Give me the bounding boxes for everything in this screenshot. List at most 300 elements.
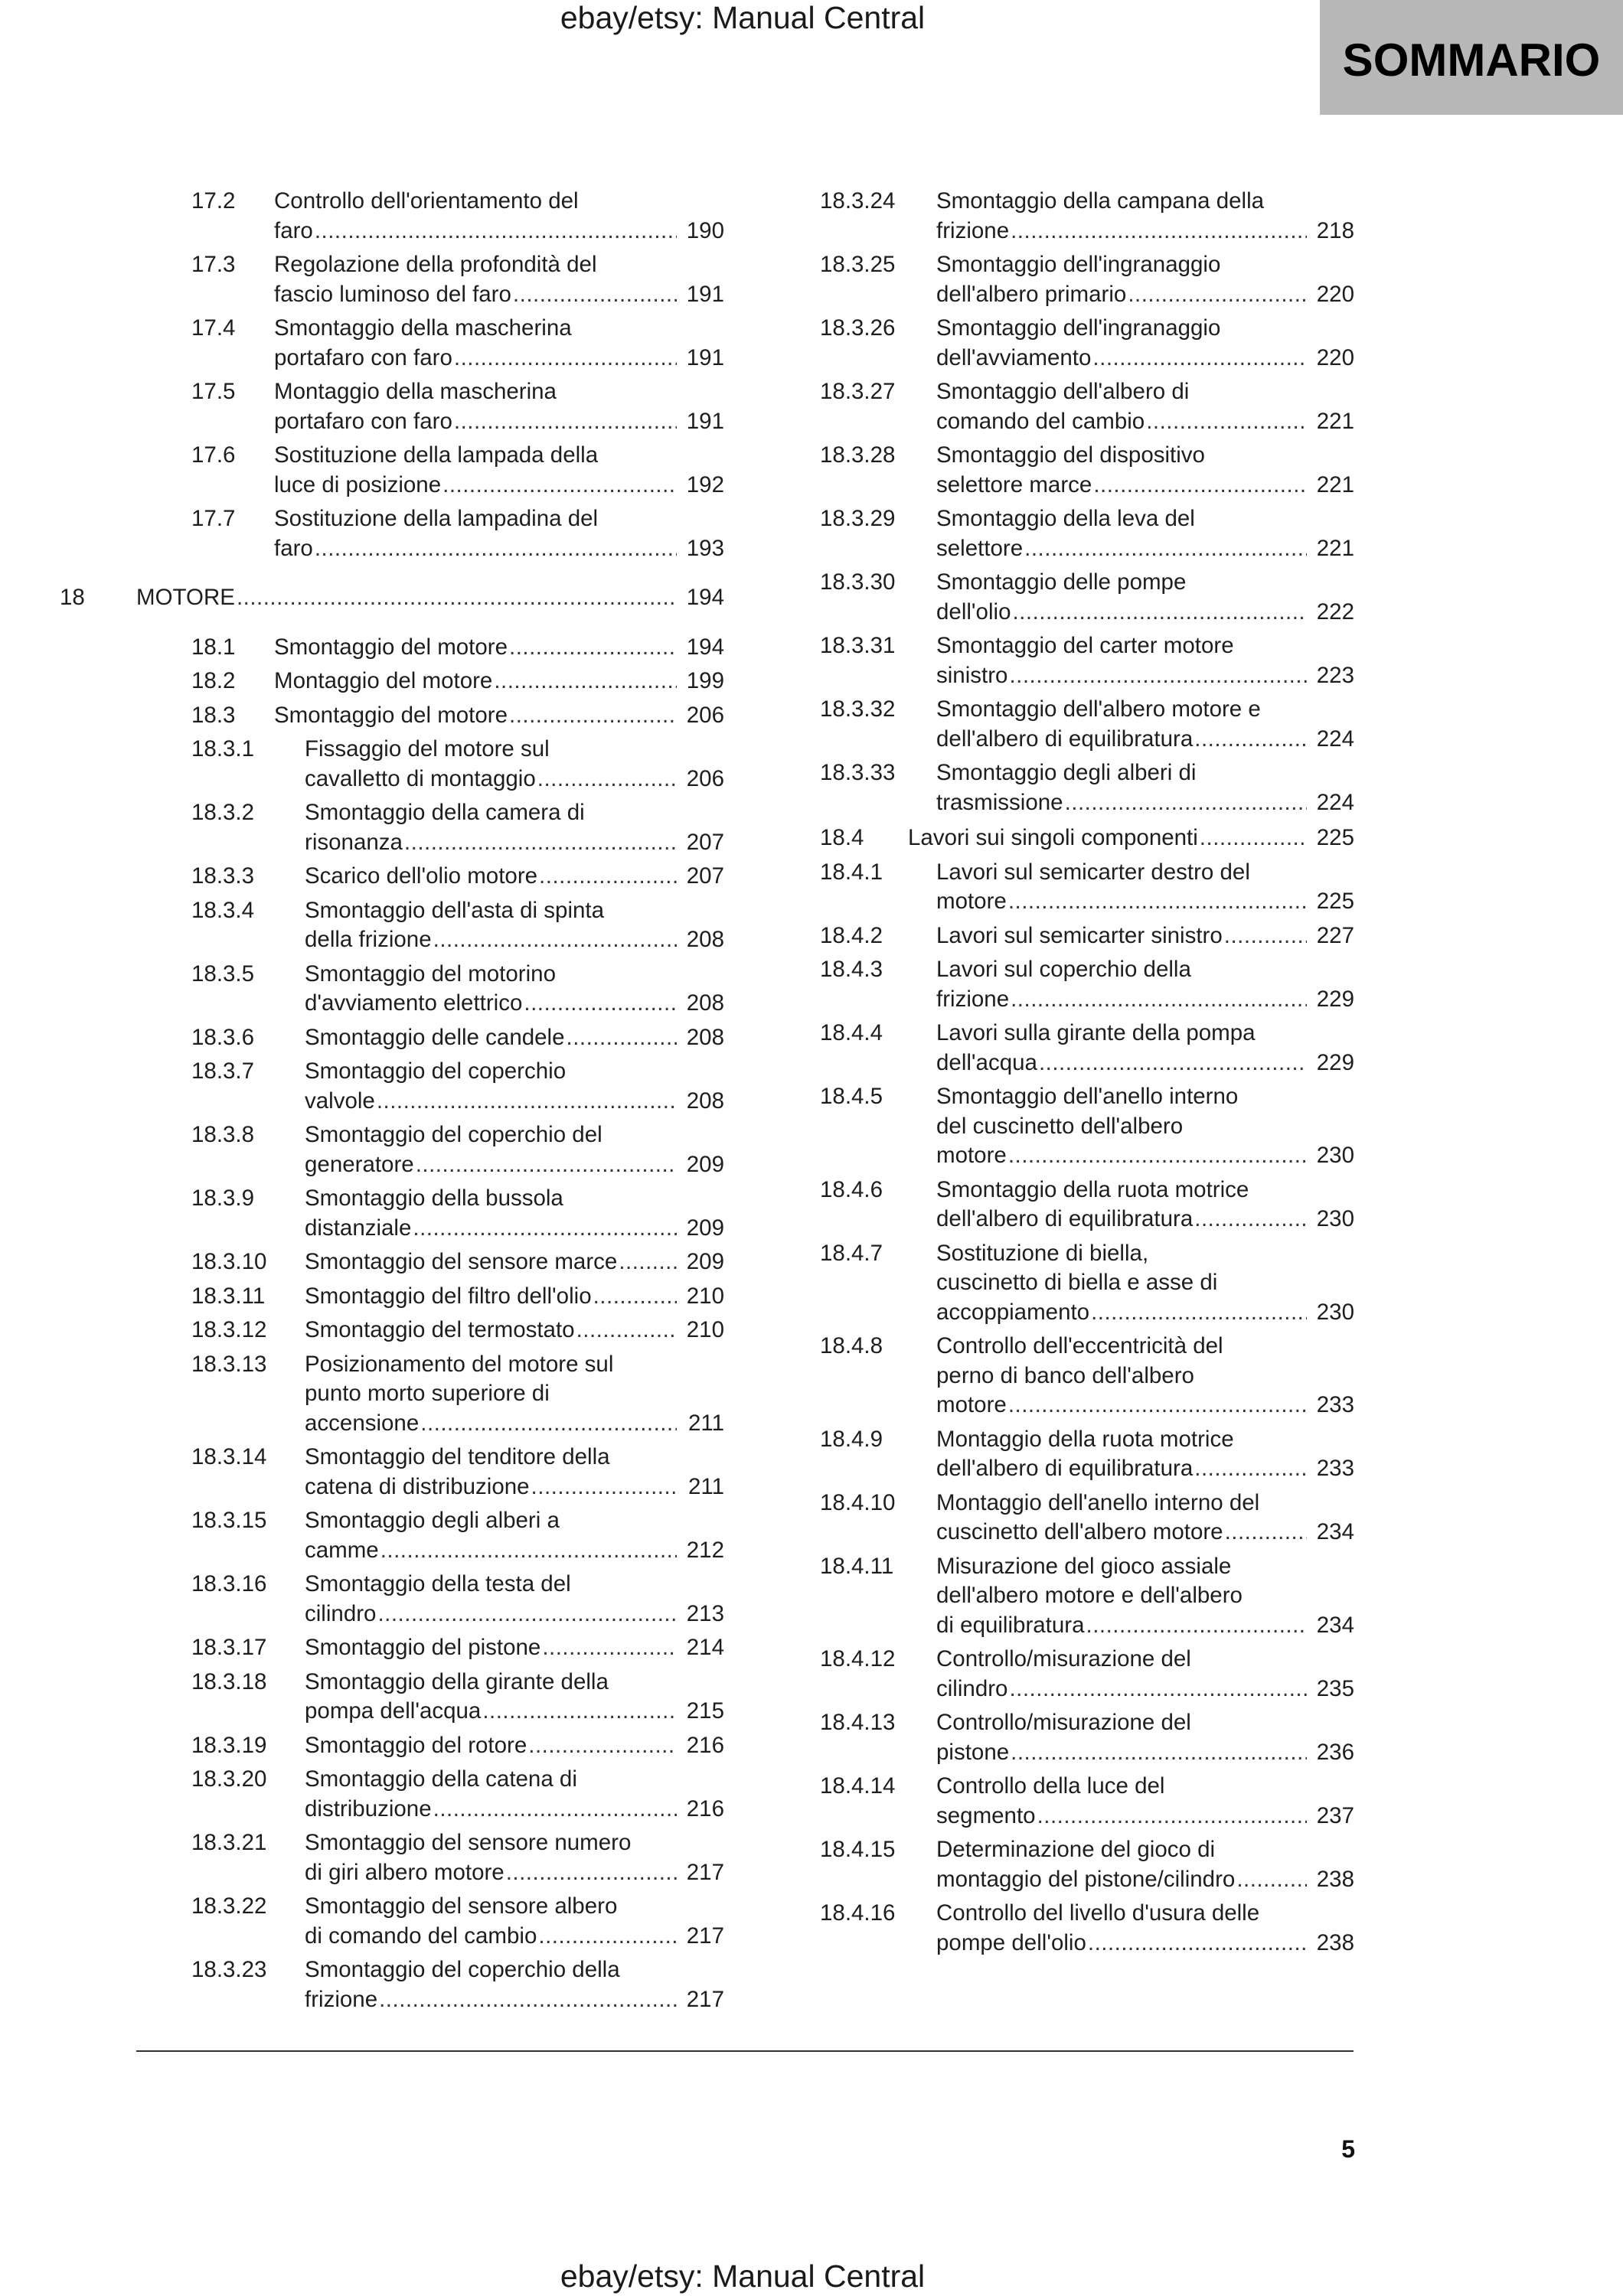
toc-entry-number: 18.4.5 [820, 1084, 883, 1109]
toc-entry-page: 235 [1316, 1675, 1354, 1701]
toc-entry-title-line: Smontaggio del motorino [305, 960, 556, 987]
dot-leader [1200, 823, 1307, 853]
toc-entry-title-line: Smontaggio delle pompe [936, 569, 1187, 595]
toc-entry[interactable] [820, 1708, 1354, 1767]
toc-entry-page: 210 [686, 1317, 724, 1342]
toc-entry[interactable] [136, 1828, 724, 1887]
dot-leader [482, 1697, 677, 1727]
toc-entry-title-line: Smontaggio della mascherina [274, 315, 572, 341]
dot-leader [1012, 598, 1307, 628]
toc-entry-title-line: d'avviamento elettrico [305, 990, 523, 1016]
toc-entry-number: 18.3.16 [191, 1571, 267, 1596]
toc-entry-number: 18.3.17 [191, 1635, 267, 1660]
toc-entry-title-line: Smontaggio delle candele [305, 1024, 565, 1050]
toc-entry-title-line: Smontaggio del termostato [305, 1317, 575, 1342]
toc-right-column [820, 187, 1354, 1958]
toc-entry-number: 18.4.9 [820, 1426, 883, 1452]
toc-entry-page: 225 [1316, 889, 1354, 914]
toc-entry-page: 216 [686, 1732, 724, 1758]
toc-entry[interactable] [820, 1019, 1354, 1078]
toc-entry-number: 18.4.16 [820, 1900, 896, 1926]
dot-leader [454, 344, 677, 373]
toc-entry-title-line: Lavori sul semicarter sinistro [936, 922, 1223, 948]
toc-entry-title-line: motore [936, 889, 1007, 914]
toc-entry-title-line: dell'olio [936, 598, 1011, 625]
toc-entry[interactable] [136, 187, 724, 246]
toc-entry-number: 18.4 [820, 825, 864, 850]
toc-entry-number: 18.3.12 [191, 1317, 267, 1342]
toc-entry-number: 18.3.11 [191, 1283, 266, 1309]
watermark-bottom: ebay/etsy: Manual Central [560, 2258, 926, 2294]
toc-entry-number: 17.4 [191, 315, 236, 341]
toc-entry[interactable] [820, 1772, 1354, 1831]
dot-leader [576, 1316, 677, 1345]
toc-entry[interactable] [820, 1425, 1354, 1484]
toc-entry-title-line: Fissaggio del motore sul [305, 736, 550, 762]
toc-entry-title-line: Smontaggio dell'asta di spinta [305, 897, 605, 923]
toc-entry-page: 211 [687, 1473, 724, 1499]
dot-leader [539, 862, 677, 892]
toc-entry-page: 209 [686, 1249, 724, 1274]
toc-entry-page: 207 [686, 863, 724, 889]
dot-leader [1011, 985, 1307, 1015]
toc-entry-number: 18.3.24 [820, 188, 896, 214]
toc-entry[interactable] [136, 798, 724, 857]
toc-entry-title-line: Smontaggio del rotore [305, 1732, 527, 1758]
toc-entry-number: 18.3.22 [191, 1893, 267, 1919]
toc-entry-number: 18.3.21 [191, 1830, 267, 1855]
toc-entry[interactable] [60, 583, 724, 613]
toc-entry-title-line: Smontaggio dell'albero di [936, 379, 1190, 404]
dot-leader [379, 1985, 677, 2015]
toc-entry[interactable] [136, 667, 724, 696]
toc-entry[interactable] [820, 631, 1354, 690]
toc-entry-title-line: Lavori sulla girante della pompa [936, 1020, 1256, 1045]
toc-entry[interactable] [136, 1731, 724, 1761]
toc-entry-page: 222 [1316, 598, 1354, 625]
toc-entry-title-line: punto morto superiore di [305, 1381, 550, 1406]
toc-entry-title-line: trasmissione [936, 789, 1063, 815]
dot-leader [416, 1150, 677, 1180]
toc-entry-page: 193 [686, 535, 724, 561]
toc-entry-number: 17.3 [191, 252, 236, 277]
toc-entry[interactable] [820, 1552, 1354, 1641]
toc-entry-page: 230 [1316, 1143, 1354, 1168]
toc-entry-title-line: frizione [936, 217, 1010, 243]
toc-entry-page: 221 [1316, 471, 1354, 497]
toc-entry-title-line: Determinazione del gioco di [936, 1837, 1216, 1862]
toc-entry[interactable] [820, 1899, 1354, 1958]
toc-entry-title-line: Scarico dell'olio motore [305, 863, 538, 889]
toc-entry-page: 190 [686, 217, 724, 243]
toc-entry-number: 18.4.12 [820, 1646, 896, 1671]
toc-entry-title-line: Smontaggio del tenditore della [305, 1444, 610, 1469]
toc-entry-page: 199 [686, 668, 724, 693]
dot-leader [509, 633, 677, 663]
toc-entry-number: 18.4.1 [820, 859, 883, 885]
toc-entry-page: 225 [1316, 825, 1354, 850]
toc-entry-number: 18.3.4 [191, 897, 255, 923]
toc-entry-page: 209 [686, 1151, 724, 1177]
toc-entry[interactable] [820, 1239, 1354, 1328]
toc-entry-number: 18.3.19 [191, 1732, 267, 1758]
dot-leader [593, 1282, 677, 1312]
toc-entry[interactable] [136, 701, 724, 731]
toc-entry[interactable] [136, 862, 724, 892]
toc-entry-title-line: faro [274, 217, 313, 243]
toc-entry-title-line: Controllo della luce del [936, 1773, 1165, 1799]
toc-entry-title-line: valvole [305, 1088, 375, 1114]
toc-entry-page: 230 [1316, 1206, 1354, 1231]
toc-entry-title-line: cilindro [305, 1600, 377, 1626]
dot-leader [1009, 661, 1307, 691]
toc-entry-title-line: Controllo/misurazione del [936, 1646, 1191, 1671]
toc-entry-title-line: risonanza [305, 829, 403, 855]
dot-leader [413, 1214, 677, 1244]
toc-entry-title-line: della frizione [305, 927, 432, 952]
toc-entry-number: 18.3.29 [820, 506, 896, 531]
toc-entry-title-line: Smontaggio del motore [274, 634, 508, 660]
dot-leader [1086, 1611, 1307, 1641]
toc-entry-title-line: Lavori sui singoli componenti [908, 825, 1198, 850]
toc-entry[interactable] [136, 960, 724, 1019]
dot-leader [454, 407, 677, 437]
toc-entry[interactable] [820, 1645, 1354, 1704]
toc-entry-page: 230 [1316, 1299, 1354, 1325]
toc-entry-number: 18.4.7 [820, 1240, 883, 1266]
toc-entry-page: 217 [686, 1986, 724, 2012]
toc-entry-page: 208 [686, 1088, 724, 1114]
toc-entry-page: 206 [686, 765, 724, 791]
toc-entry-title-line: generatore [305, 1151, 414, 1177]
toc-entry-title-line: frizione [305, 1986, 378, 2012]
dot-leader [1092, 344, 1307, 373]
dot-leader [237, 583, 677, 613]
dot-leader [1008, 1141, 1307, 1171]
toc-entry-page: 215 [686, 1698, 724, 1724]
toc-entry[interactable] [136, 735, 724, 794]
toc-entry[interactable] [136, 1443, 724, 1502]
toc-entry-number: 18.4.4 [820, 1020, 883, 1045]
toc-entry-title-line: Montaggio della mascherina [274, 379, 557, 404]
toc-entry-number: 18.3.32 [820, 696, 896, 722]
toc-entry-number: 18.4.8 [820, 1333, 883, 1358]
toc-entry-page: 210 [686, 1283, 724, 1309]
toc-entry-title-line: Lavori sul semicarter destro del [936, 859, 1250, 885]
section-tab: SOMMARIO [1320, 0, 1623, 115]
toc-entry[interactable] [136, 314, 724, 373]
toc-entry[interactable] [820, 187, 1354, 246]
dot-leader [315, 217, 677, 246]
dot-leader [404, 828, 677, 858]
toc-entry[interactable] [820, 695, 1354, 754]
toc-entry[interactable] [136, 1057, 724, 1116]
dot-leader [1194, 1205, 1307, 1234]
toc-entry-number: 18.3.3 [191, 863, 255, 889]
toc-entry-number: 18.4.6 [820, 1176, 883, 1202]
toc-entry-number: 18.3.26 [820, 315, 896, 341]
toc-entry[interactable] [136, 1633, 724, 1663]
toc-entry-title-line: Sostituzione della lampadina del [274, 506, 599, 531]
dot-leader [377, 1600, 677, 1629]
toc-entry-page: 213 [686, 1600, 724, 1626]
toc-entry-number: 18 [60, 585, 85, 610]
toc-entry-page: 237 [1316, 1802, 1354, 1828]
dot-leader [1236, 1865, 1307, 1895]
toc-entry-page: 217 [686, 1923, 724, 1949]
dot-leader [1011, 217, 1307, 246]
toc-entry-page: 221 [1316, 408, 1354, 434]
toc-entry-number: 18.1 [191, 634, 236, 660]
toc-entry[interactable] [136, 896, 724, 955]
toc-entry-number: 18.3.9 [191, 1186, 255, 1211]
toc-entry-number: 18.3.6 [191, 1024, 255, 1050]
dot-leader [1194, 1454, 1307, 1484]
toc-entry[interactable] [820, 955, 1354, 1014]
toc-entry-title-line: dell'acqua [936, 1049, 1037, 1075]
toc-entry-title-line: Smontaggio della girante della [305, 1668, 609, 1694]
toc-entry[interactable] [136, 1506, 724, 1565]
toc-entry-title-line: motore [936, 1392, 1007, 1417]
toc-entry-title-line: distanziale [305, 1215, 412, 1241]
toc-entry-number: 18.4.10 [820, 1489, 896, 1515]
dot-leader [1008, 1391, 1307, 1420]
toc-entry[interactable] [136, 1120, 724, 1179]
toc-entry-title-line: dell'albero di equilibratura [936, 726, 1194, 752]
toc-entry-title-line: Controllo dell'orientamento del [274, 188, 579, 214]
dot-leader [1225, 1518, 1307, 1548]
toc-entry-page: 234 [1316, 1612, 1354, 1638]
toc-entry-title-line: faro [274, 535, 313, 561]
toc-entry-title-line: Smontaggio degli alberi a [305, 1508, 560, 1533]
toc-entry[interactable] [820, 1176, 1354, 1234]
dot-leader [506, 1858, 677, 1888]
toc-entry-page: 211 [687, 1410, 724, 1436]
dot-leader [513, 280, 677, 310]
toc-entry[interactable] [820, 504, 1354, 563]
toc-entry-title-line: Smontaggio del motore [274, 702, 508, 728]
toc-entry[interactable] [136, 1350, 724, 1439]
dot-leader [494, 667, 677, 696]
toc-entry-page: 206 [686, 702, 724, 728]
toc-entry[interactable] [136, 1247, 724, 1277]
toc-entry-number: 17.2 [191, 188, 236, 214]
toc-entry-title-line: comando del cambio [936, 408, 1145, 434]
toc-entry[interactable] [820, 758, 1354, 817]
toc-entry[interactable] [820, 377, 1354, 436]
watermark-top: ebay/etsy: Manual Central [560, 0, 926, 35]
dot-leader [433, 1795, 677, 1825]
toc-entry-title-line: Smontaggio del sensore numero [305, 1830, 632, 1855]
toc-entry-title-line: cuscinetto dell'albero motore [936, 1519, 1223, 1544]
toc-entry-page: 233 [1316, 1456, 1354, 1481]
toc-entry-title-line: frizione [936, 986, 1010, 1012]
toc-entry-number: 18.3.25 [820, 252, 896, 277]
toc-entry-number: 18.3.7 [191, 1058, 255, 1084]
toc-entry-title-line: di equilibratura [936, 1612, 1085, 1638]
toc-entry-title-line: cuscinetto di biella e asse di [936, 1270, 1218, 1295]
toc-entry-number: 18.4.11 [820, 1553, 894, 1579]
toc-entry-title-line: Smontaggio dell'albero motore e [936, 696, 1261, 722]
toc-entry[interactable] [136, 250, 724, 309]
toc-entry-title-line: Controllo/misurazione del [936, 1710, 1191, 1735]
dot-leader [1008, 887, 1307, 917]
toc-entry[interactable] [820, 1489, 1354, 1548]
toc-entry-title-line: Smontaggio della camera di [305, 800, 585, 825]
toc-entry[interactable] [820, 1835, 1354, 1894]
toc-entry-title-line: Smontaggio del coperchio [305, 1058, 567, 1084]
toc-entry[interactable] [136, 504, 724, 563]
toc-entry-title-line: Smontaggio della campana della [936, 188, 1265, 214]
toc-entry[interactable] [820, 1082, 1354, 1171]
toc-entry-title-line: perno di banco dell'albero [936, 1362, 1194, 1388]
dot-leader [619, 1247, 677, 1277]
toc-entry-title-line: Smontaggio della testa del [305, 1571, 571, 1596]
toc-entry[interactable] [136, 1184, 724, 1243]
toc-entry-title-line: del cuscinetto dell'albero [936, 1113, 1184, 1139]
toc-entry-title-line: dell'albero di equilibratura [936, 1206, 1194, 1231]
dot-leader [377, 1087, 677, 1117]
dot-leader [433, 925, 677, 955]
toc-entry[interactable] [136, 633, 724, 663]
toc-entry[interactable] [136, 1765, 724, 1824]
toc-entry-title-line: Controllo dell'eccentricità del [936, 1333, 1223, 1358]
toc-entry-title-line: Regolazione della profondità del [274, 252, 597, 277]
toc-entry[interactable] [820, 921, 1354, 951]
toc-entry-title-line: portafaro con faro [274, 344, 452, 370]
toc-entry-title-line: sinistro [936, 662, 1008, 688]
toc-entry-page: 238 [1316, 1929, 1354, 1955]
toc-entry-title-line: Sostituzione della lampada della [274, 442, 599, 468]
dot-leader [509, 701, 677, 731]
toc-entry-page: 191 [686, 408, 724, 434]
toc-entry-title-line: pompe dell'olio [936, 1929, 1086, 1955]
toc-entry-title-line: dell'avviamento [936, 344, 1092, 370]
toc-entry-page: 224 [1316, 726, 1354, 752]
toc-entry-title-line: Smontaggio del filtro dell'olio [305, 1283, 592, 1309]
toc-entry-page: 223 [1316, 662, 1354, 688]
dot-leader [1039, 1049, 1307, 1078]
toc-entry[interactable] [136, 1668, 724, 1727]
toc-entry[interactable] [136, 1282, 724, 1312]
dot-leader [442, 471, 677, 501]
toc-entry-title-line: Montaggio della ruota motrice [936, 1426, 1234, 1452]
toc-entry-title-line: fascio luminoso del faro [274, 281, 511, 307]
toc-entry-title-line: Smontaggio dell'ingranaggio [936, 252, 1221, 277]
dot-leader [1037, 1802, 1307, 1831]
toc-entry-page: 220 [1316, 281, 1354, 307]
toc-entry-page: 191 [686, 344, 724, 370]
toc-entry[interactable] [136, 1316, 724, 1345]
toc-entry-page: 224 [1316, 789, 1354, 815]
toc-entry-title-line: Smontaggio del dispositivo [936, 442, 1205, 468]
toc-entry-title-line: Smontaggio del sensore marce [305, 1249, 618, 1274]
toc-entry-number: 18.4.13 [820, 1710, 896, 1735]
toc-entry-page: 212 [686, 1537, 724, 1563]
toc-entry-title-line: selettore marce [936, 471, 1092, 497]
toc-entry[interactable] [820, 314, 1354, 373]
toc-entry[interactable] [820, 858, 1354, 917]
toc-entry-number: 18.3.20 [191, 1766, 267, 1792]
dot-leader [1146, 407, 1307, 437]
toc-entry-page: 194 [686, 585, 724, 610]
toc-entry[interactable] [820, 568, 1354, 627]
toc-entry[interactable] [820, 441, 1354, 500]
toc-entry-title-line: Lavori sul coperchio della [936, 957, 1191, 982]
toc-entry-number: 18.3.23 [191, 1957, 267, 1982]
toc-entry[interactable] [136, 377, 724, 436]
toc-entry[interactable] [820, 250, 1354, 309]
toc-entry[interactable] [136, 1892, 724, 1951]
toc-entry-title-line: Sostituzione di biella, [936, 1240, 1149, 1266]
toc-entry-number: 18.4.3 [820, 957, 883, 982]
toc-entry[interactable] [136, 1570, 724, 1629]
toc-entry-number: 18.4.2 [820, 922, 883, 948]
toc-entry-number: 18.4.14 [820, 1773, 896, 1799]
toc-entry-title-line: Smontaggio dell'ingranaggio [936, 315, 1221, 341]
toc-entry-title-line: distribuzione [305, 1795, 432, 1821]
toc-entry-number: 18.3.13 [191, 1351, 267, 1377]
toc-entry-number: 18.3.30 [820, 569, 896, 595]
toc-entry-number: 18.3.10 [191, 1249, 267, 1274]
toc-entry-title-line: MOTORE [136, 585, 235, 610]
toc-entry-title-line: pompa dell'acqua [305, 1698, 482, 1724]
toc-entry-title-line: Smontaggio degli alberi di [936, 760, 1197, 785]
toc-entry-title-line: accoppiamento [936, 1299, 1090, 1325]
toc-entry-number: 18.3.28 [820, 442, 896, 468]
toc-entry-title-line: Controllo del livello d'usura delle [936, 1900, 1260, 1926]
toc-entry-title-line: di giri albero motore [305, 1859, 505, 1885]
toc-entry-title-line: montaggio del pistone/cilindro [936, 1866, 1236, 1892]
toc-entry[interactable] [820, 1332, 1354, 1420]
toc-entry-title-line: segmento [936, 1802, 1036, 1828]
toc-entry-title-line: Misurazione del gioco assiale [936, 1553, 1232, 1579]
toc-entry-number: 18.3.5 [191, 960, 255, 987]
toc-entry-number: 18.3.15 [191, 1508, 267, 1533]
toc-entry-number: 18.3.27 [820, 379, 896, 404]
toc-entry-title-line: catena di distribuzione [305, 1473, 530, 1499]
dot-leader [1024, 534, 1307, 564]
toc-entry-title-line: luce di posizione [274, 471, 442, 497]
toc-entry-page: 192 [686, 471, 724, 497]
toc-entry-title-line: Smontaggio del coperchio della [305, 1957, 620, 1982]
toc-entry-title-line: Smontaggio del coperchio del [305, 1122, 603, 1147]
toc-entry-page: 217 [686, 1859, 724, 1885]
dot-leader [1088, 1929, 1307, 1958]
toc-entry-page: 227 [1316, 922, 1354, 948]
dot-leader [538, 1922, 677, 1952]
toc-entry[interactable] [136, 1023, 724, 1053]
dot-leader [1128, 280, 1307, 310]
toc-entry[interactable] [136, 441, 724, 500]
dot-leader [315, 534, 677, 564]
toc-entry-title-line: Smontaggio dell'anello interno [936, 1084, 1239, 1109]
toc-entry-page: 218 [1316, 217, 1354, 243]
dot-leader [1091, 1298, 1307, 1328]
toc-entry-page: 216 [686, 1795, 724, 1821]
toc-entry-number: 18.3.1 [191, 736, 255, 762]
toc-entry[interactable] [820, 823, 1354, 853]
toc-entry-title-line: Smontaggio della ruota motrice [936, 1176, 1249, 1202]
toc-entry-number: 18.3.18 [191, 1668, 267, 1694]
toc-entry-page: 209 [686, 1215, 724, 1241]
dot-leader [1224, 921, 1307, 951]
toc-entry-title-line: portafaro con faro [274, 408, 452, 434]
toc-entry-number: 17.5 [191, 379, 236, 404]
toc-entry-title-line: camme [305, 1537, 379, 1563]
toc-entry[interactable] [136, 1955, 724, 2014]
dot-leader [1065, 788, 1307, 818]
